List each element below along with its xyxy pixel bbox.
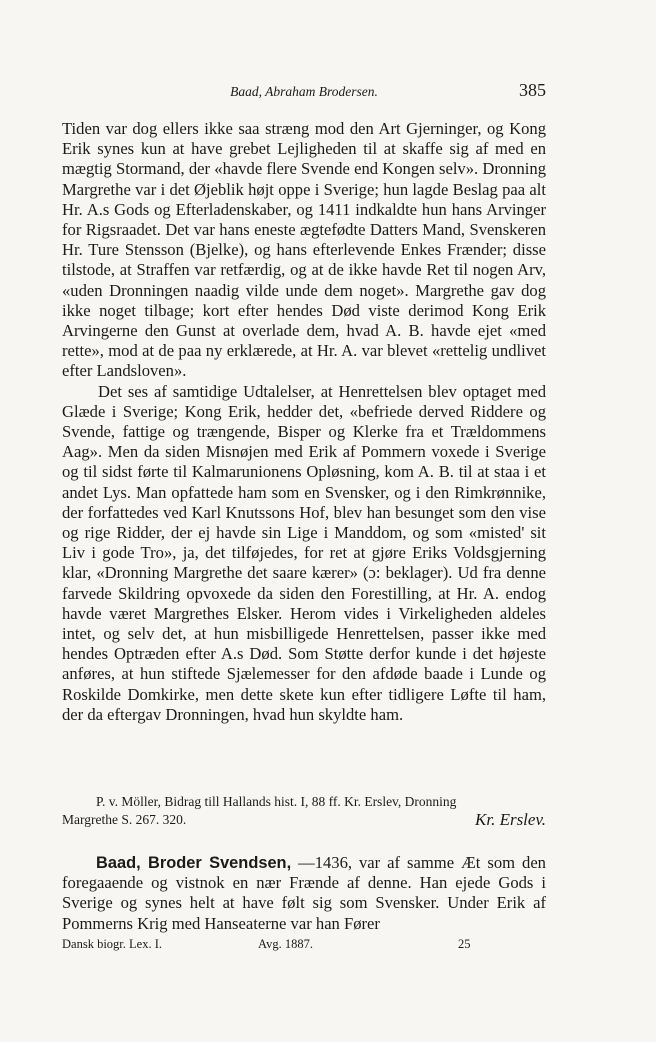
entry-paragraph xyxy=(62,853,546,934)
reference-line: P. v. Möller, Bidrag till Hallands hist. I, 88 ff. Kr. Erslev, Dronning xyxy=(96,794,457,809)
page-header xyxy=(62,80,546,108)
entry-name: Baad, Broder Svendsen, xyxy=(96,854,292,872)
footer-signature: 25 xyxy=(458,937,471,951)
running-head: Baad, Abraham Brodersen. xyxy=(230,84,378,99)
paragraph: Det ses af samtidige Udtalelser, at Henrettelsen blev optaget med Glæde i Sverige; Kong Erik, hedder det, «befriede derved Riddere og Svende, fattige og trængende, Bisper og Klerke fra et Trældommens Aag». Men da siden Misnøjen med Erik af Pommern voxede i Sverige og til sidst førte til Kalmarunionens Opløsning, kom A. B. til at staa i et andet Lys. Man opfattede ham som en Svensker, og i den Rimkrønnike, der forfattedes ved Karl Knutssons Hof, blev han besunget som den vise og rige Ridder, der ej havde sin Lige i Manddom, og som «misted' sit Liv i gode Tro», ja, det tilføjedes, for ret at gjøre Eriks Voldsgjerning klar, «Dronning Margrethe det saare kærer» (ɔ: beklager). Ud fra denne farvede Skildring opvoxede da siden den Forestilling, at Hr. A. endog havde været Margrethes Elsker. Herom vides i Virkeligheden aldeles intet, og selv det, at hun misbilligede Henrettelsen, passer ikke med hendes Optræden efter A.s Død. Som Støtte derfor kunde i det højeste anføres, at hun stiftede Sjælemesser for den afdøde baade i Lunde og Roskilde Domkirke, men dette skete kun efter tidligere Løfte til ham, der da eftergav Dronningen, hvad hun skyldte ham. xyxy=(62,381,546,724)
page-number: 385 xyxy=(519,80,546,100)
footer-work: Dansk biogr. Lex. I. xyxy=(62,937,162,951)
paragraph: Tiden var dog ellers ikke saa stræng mod den Art Gjerninger, og Kong Erik synes kun at have grebet Lejligheden til at skaffe sig af med en mægtig Stormand, der «havde flere Svende end Kongen selv». Dronning Margrethe var i det Øjeblik højt oppe i Sverige; hun lagde Beslag paa alt Hr. A.s Gods og Efterladenskaber, og 1411 indkaldte hun hans Arvinger for Rigsraadet. Det var hans eneste ægtefødte Datters Mand, Svenskeren Hr. Ture Stensson (Bjelke), og hans efterlevende Enkes Frænder; disse tilstode, at Straffen var retfærdig, og at de ikke havde Ret til nogen Arv, «uden Dronningen naadig vilde unde dem noget». Margrethe gav dog ikke noget tilbage; kort efter hendes Død viste derimod Kong Erik Arvingerne den Gunst at overlade dem, hvad A. B. havde ejet «med rette», mod at de paa ny erklærede, at Hr. A. var blevet «rettelig undlivet efter Landsloven». xyxy=(62,119,546,381)
article-body xyxy=(62,119,546,725)
footer-date: Avg. 1887. xyxy=(258,937,313,951)
references xyxy=(62,793,546,829)
entry-text: —1436, var af samme Æt som den foregaaende og vistnok en nær Frænde af denne. Han ejede Gods i Sverige og synes helt at have følt sig som Svensker. Under Erik af Pommerns Krig med Hanseaterne var han Fører xyxy=(62,853,546,933)
next-entry xyxy=(62,853,546,934)
reference-text: Margrethe S. 267. 320. xyxy=(62,812,187,827)
article-author: Kr. Erslev. xyxy=(475,810,546,829)
reference-line xyxy=(62,811,546,829)
